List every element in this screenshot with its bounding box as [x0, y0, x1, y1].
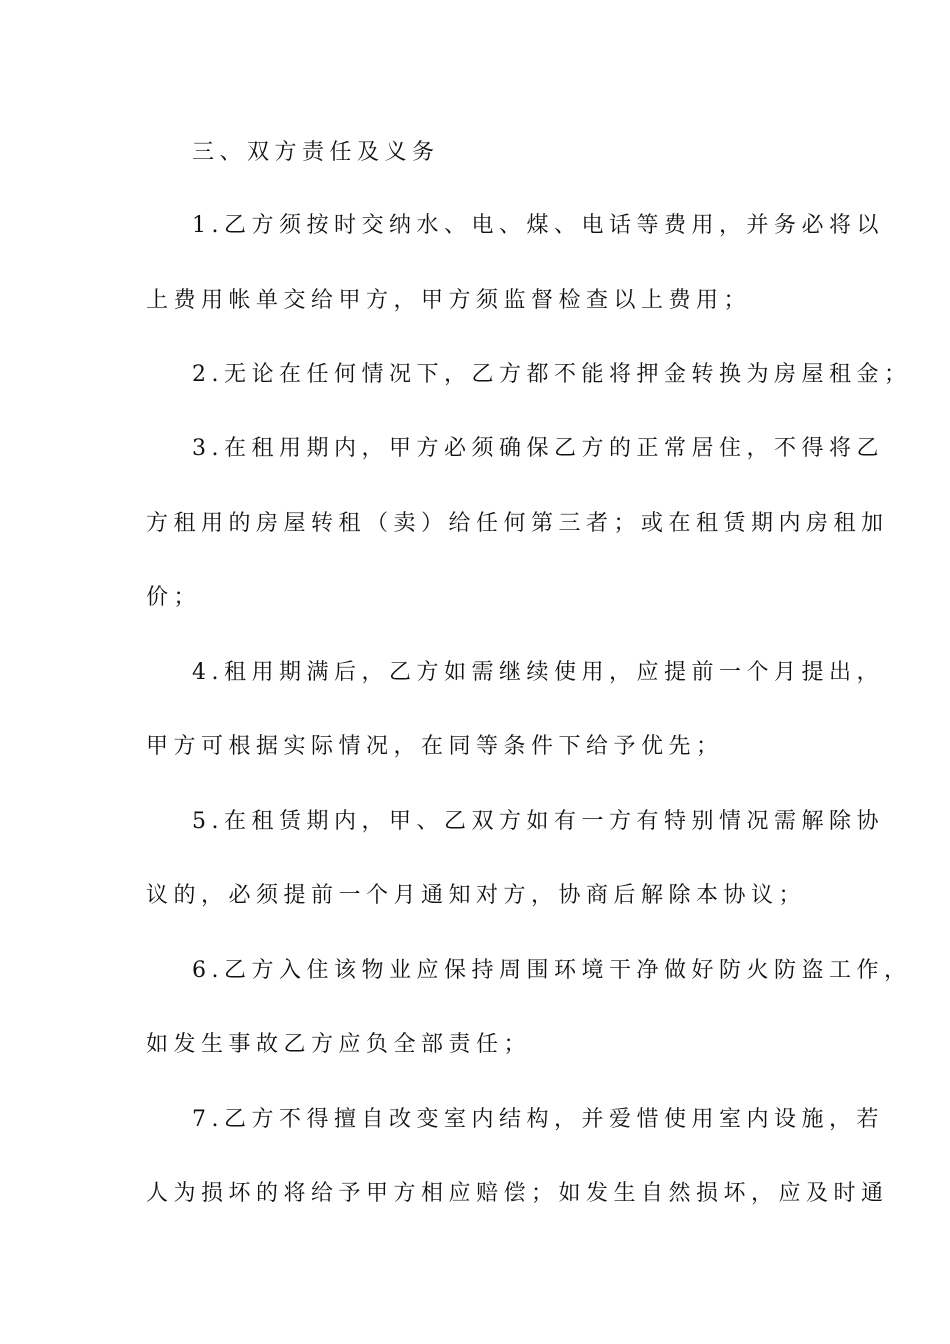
paragraph-line: 4.租用期满后，乙方如需继续使用，应提前一个月提出， [192, 660, 884, 685]
paragraph-line: 甲方可根据实际情况，在同等条件下给予优先； [146, 734, 724, 759]
paragraph-line: 7.乙方不得擅自改变室内结构，并爱惜使用室内设施，若 [192, 1107, 884, 1132]
paragraph-line: 人为损坏的将给予甲方相应赔偿；如发生自然损坏，应及时通 [146, 1181, 889, 1206]
paragraph-line: 价； [146, 585, 202, 610]
paragraph-line: 3.在租用期内，甲方必须确保乙方的正常居住，不得将乙 [192, 436, 884, 461]
paragraph-line: 如发生事故乙方应负全部责任； [146, 1032, 532, 1057]
paragraph-line: 方租用的房屋转租（卖）给任何第三者；或在租赁期内房租加 [146, 511, 889, 536]
section-heading: 三、双方责任及义务 [192, 140, 440, 165]
paragraph-line: 上费用帐单交给甲方，甲方须监督检查以上费用； [146, 288, 752, 313]
paragraph-line: 5.在租赁期内，甲、乙双方如有一方有特别情况需解除协 [192, 809, 884, 834]
paragraph-line: 议的，必须提前一个月通知对方，协商后解除本协议； [146, 883, 807, 908]
paragraph-line: 6.乙方入住该物业应保持周围环境干净做好防火防盗工作， [192, 958, 912, 983]
paragraph-line: 1.乙方须按时交纳水、电、煤、电话等费用，并务必将以 [192, 213, 884, 238]
paragraph-line: 2.无论在任何情况下，乙方都不能将押金转换为房屋租金； [192, 362, 912, 387]
